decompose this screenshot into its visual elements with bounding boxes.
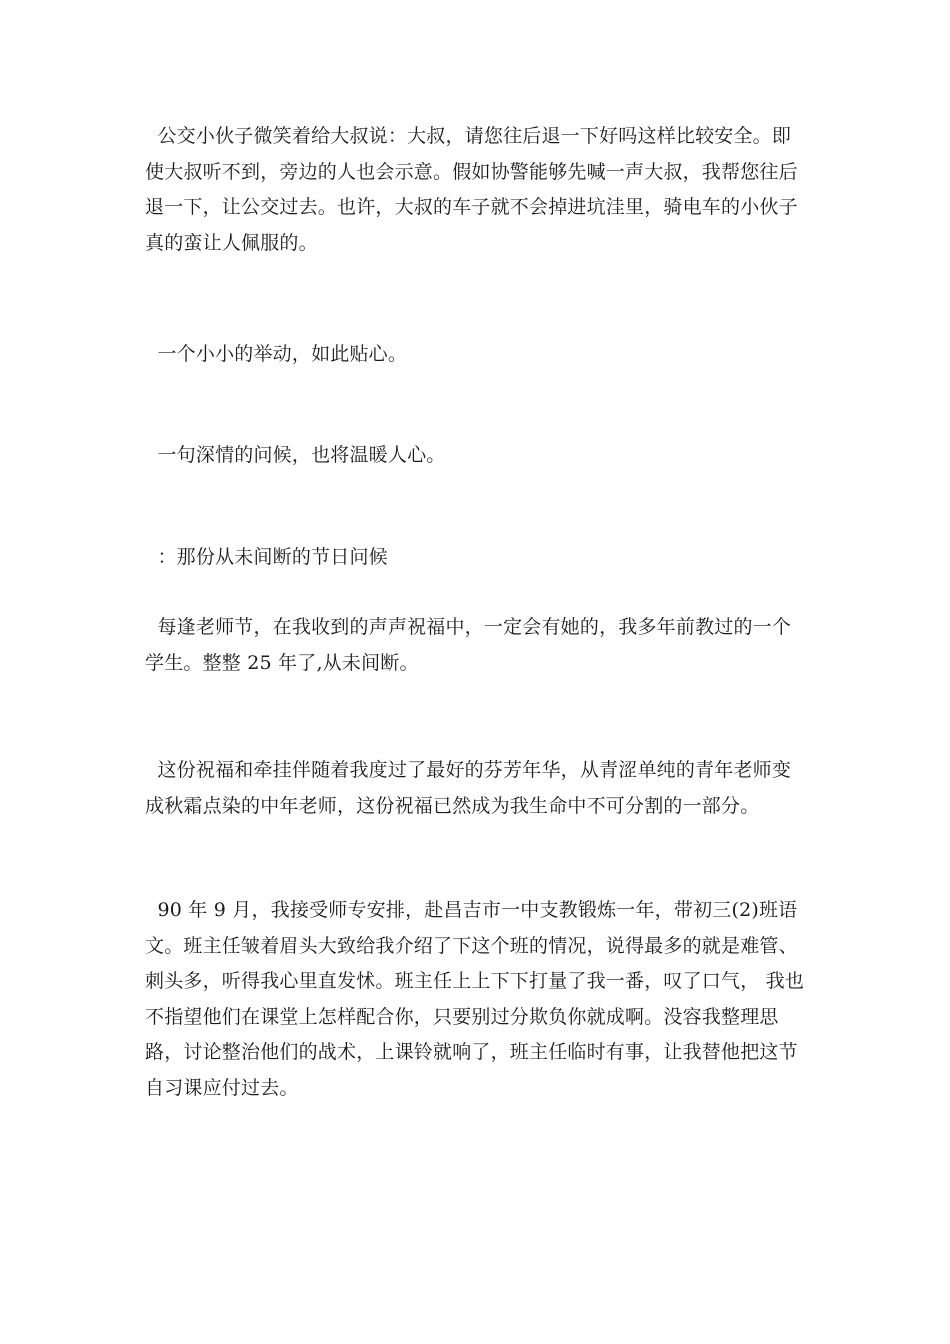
paragraph-bus-youth: 公交小伙子微笑着给大叔说：大叔，请您往后退一下好吗这样比较安全。即使大叔听不到，旁边的人也会示意。假如协警能够先喊一声大叔，我帮您往后退一下，让公交过去。也许，大叔的车子就不会掉进坑洼里，骑电车的小伙子真的蛮让人佩服的。	[145, 125, 798, 254]
paragraph-small-gesture: 一个小小的举动，如此贴心。	[145, 343, 408, 365]
section-heading: ：那份从未间断的节日问候	[145, 546, 388, 568]
paragraph-blessing: 这份祝福和牵挂伴随着我度过了最好的芬芳年华，从青涩单纯的青年老师变成秋霜点染的中年老师，这份祝福已然成为我生命中不可分割的一部分。	[145, 759, 792, 817]
paragraph-warm-greeting: 一句深情的问候，也将温暖人心。	[145, 444, 446, 466]
paragraph-teachers-day: 每逢老师节，在我收到的声声祝福中，一定会有她的，我多年前教过的一个学生。整整 25 年了,从未间断。	[145, 616, 792, 674]
paragraph-september-90: 90 年 9 月，我接受师专安排，赴昌吉市一中支教锻炼一年，带初三(2)班语文。班主任皱着眉头大致给我介绍了下这个班的情况，说得最多的就是难管、刺头多，听得我心里直发怵。班主任上上下下打量了我一番，叹了口气， 我也不指望他们在课堂上怎样配合你，只要别过分欺负你就成啊。没容我整理思路，讨论整治他们的战术，上课铃就响了，班主任临时有事，让我替他把这节自习课应付过去。	[145, 899, 805, 1099]
